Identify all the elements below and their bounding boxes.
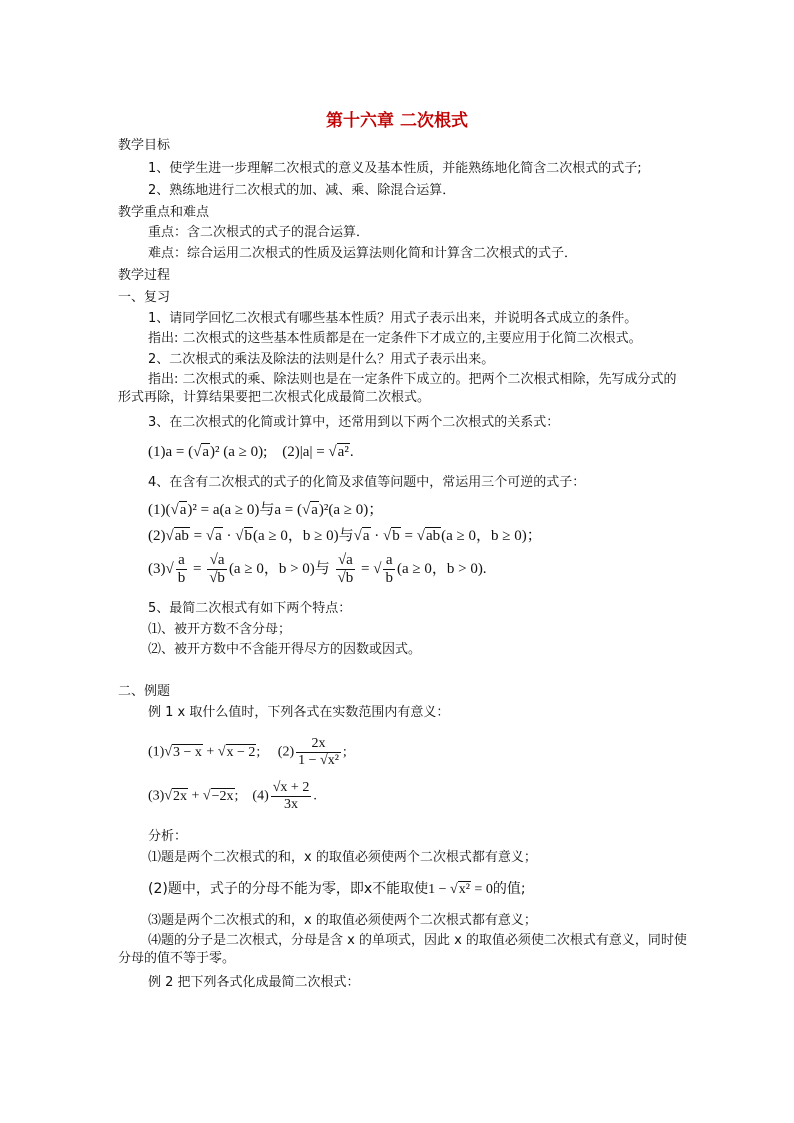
formula-reversible-2: (2)√ab = √a · √b(a ≥ 0，b ≥ 0)与√a · √b = √ab(a ≥ 0，b ≥ 0)； bbox=[148, 528, 542, 544]
example-1-formulas-b: (3)√2x + √−2x; (4) $\frac{√x + 2}{3x}$ . bbox=[148, 780, 317, 812]
key-point: 重点：含二次根式的式子的混合运算． bbox=[148, 225, 370, 240]
review-2: 2、二次根式的乘法及除法的法则是什么？用式子表示出来。 bbox=[148, 352, 495, 367]
review-4: 4、在含有二次根式的式子的化简及求值等问题中，常运用三个可逆的式子： bbox=[148, 475, 586, 490]
analysis-2-post: 的值; bbox=[492, 881, 526, 897]
analysis-heading: 分析： bbox=[148, 829, 188, 844]
example-2: 例 2 把下列各式化成最简二次根式： bbox=[148, 975, 360, 990]
review-3: 3、在二次根式的化简或计算中，还常用到以下两个二次根式的关系式： bbox=[148, 415, 560, 430]
goal-heading: 教学目标 bbox=[118, 138, 171, 153]
example-1: 例 1 x 取什么值时，下列各式在实数范围内有意义： bbox=[148, 705, 450, 720]
goal-2: 2、熟练地进行二次根式的加、减、乘、除混合运算． bbox=[148, 183, 456, 198]
review-5: 5、最简二次根式有如下两个特点： bbox=[148, 601, 352, 616]
process-heading: 教学过程 bbox=[118, 268, 171, 283]
review-2-note: 指出: 二次根式的乘、除法则也是在一定条件下成立的。把两个二次根式相除，先写成分式的形式再除，计算结果要把二次根式化成最简二次根式。 bbox=[118, 372, 677, 405]
difficulty: 难点：综合运用二次根式的性质及运算法则化简和计算含二次根式的式子． bbox=[148, 246, 578, 261]
formula-reversible-1: (1)(√a)² = a(a ≥ 0)与a = (√a)²(a ≥ 0)； bbox=[148, 502, 384, 518]
review-1: 1、请同学回忆二次根式有哪些基本性质？用式子表示出来，并说明各式成立的条件。 bbox=[148, 311, 638, 326]
review-5a: ⑴、被开方数不含分母； bbox=[148, 622, 292, 637]
review-1-note: 指出: 二次根式的这些基本性质都是在一定条件下才成立的,主要应用于化简二次根式。 bbox=[148, 331, 642, 346]
key-heading: 教学重点和难点 bbox=[118, 205, 210, 220]
analysis-2-pre: (2)题中，式子的分母不能为零，即x不能取使 bbox=[148, 881, 429, 897]
example-heading: 二、例题 bbox=[118, 684, 171, 699]
analysis-1: ⑴题是两个二次根式的和，x 的取值必须使两个二次根式都有意义； bbox=[148, 850, 537, 865]
formula-basic-properties: (1)a = (√a)² (a ≥ 0); (2)|a| = √a². bbox=[148, 444, 354, 460]
analysis-3: ⑶题是两个二次根式的和，x 的取值必须使两个二次根式都有意义； bbox=[148, 913, 537, 928]
example-1-formulas-a: (1)√3 − x + √x − 2; (2) $\frac{2x}{\text{1 − √x²}}$ ; bbox=[148, 736, 347, 768]
formula-reversible-3: (3)√ $\frac{a}{b}$ = $\frac{√a}{√b}$ (a ≥ 0，b > 0)与 $\frac{√a}{√b}$ = √ $\frac{a}{b}$ (a ≥ 0，b > 0). bbox=[148, 552, 487, 586]
analysis-2: (2)题中，式子的分母不能为零，即x不能取使1 − √x² = 0的值; bbox=[148, 881, 526, 897]
chapter-title: 第十六章 二次根式 bbox=[326, 111, 468, 131]
analysis-4: ⑷题的分子是二次根式，分母是含 x 的单项式，因此 x 的取值必须使二次根式有意义，同时使分母的值不等于零。 bbox=[118, 933, 687, 966]
review-5b: ⑵、被开方数中不含能开得尽方的因数或因式。 bbox=[148, 642, 422, 657]
goal-1: 1、使学生进一步理解二次根式的意义及基本性质，并能熟练地化简含二次根式的式子; bbox=[148, 161, 642, 176]
review-heading: 一、复习 bbox=[118, 290, 171, 305]
